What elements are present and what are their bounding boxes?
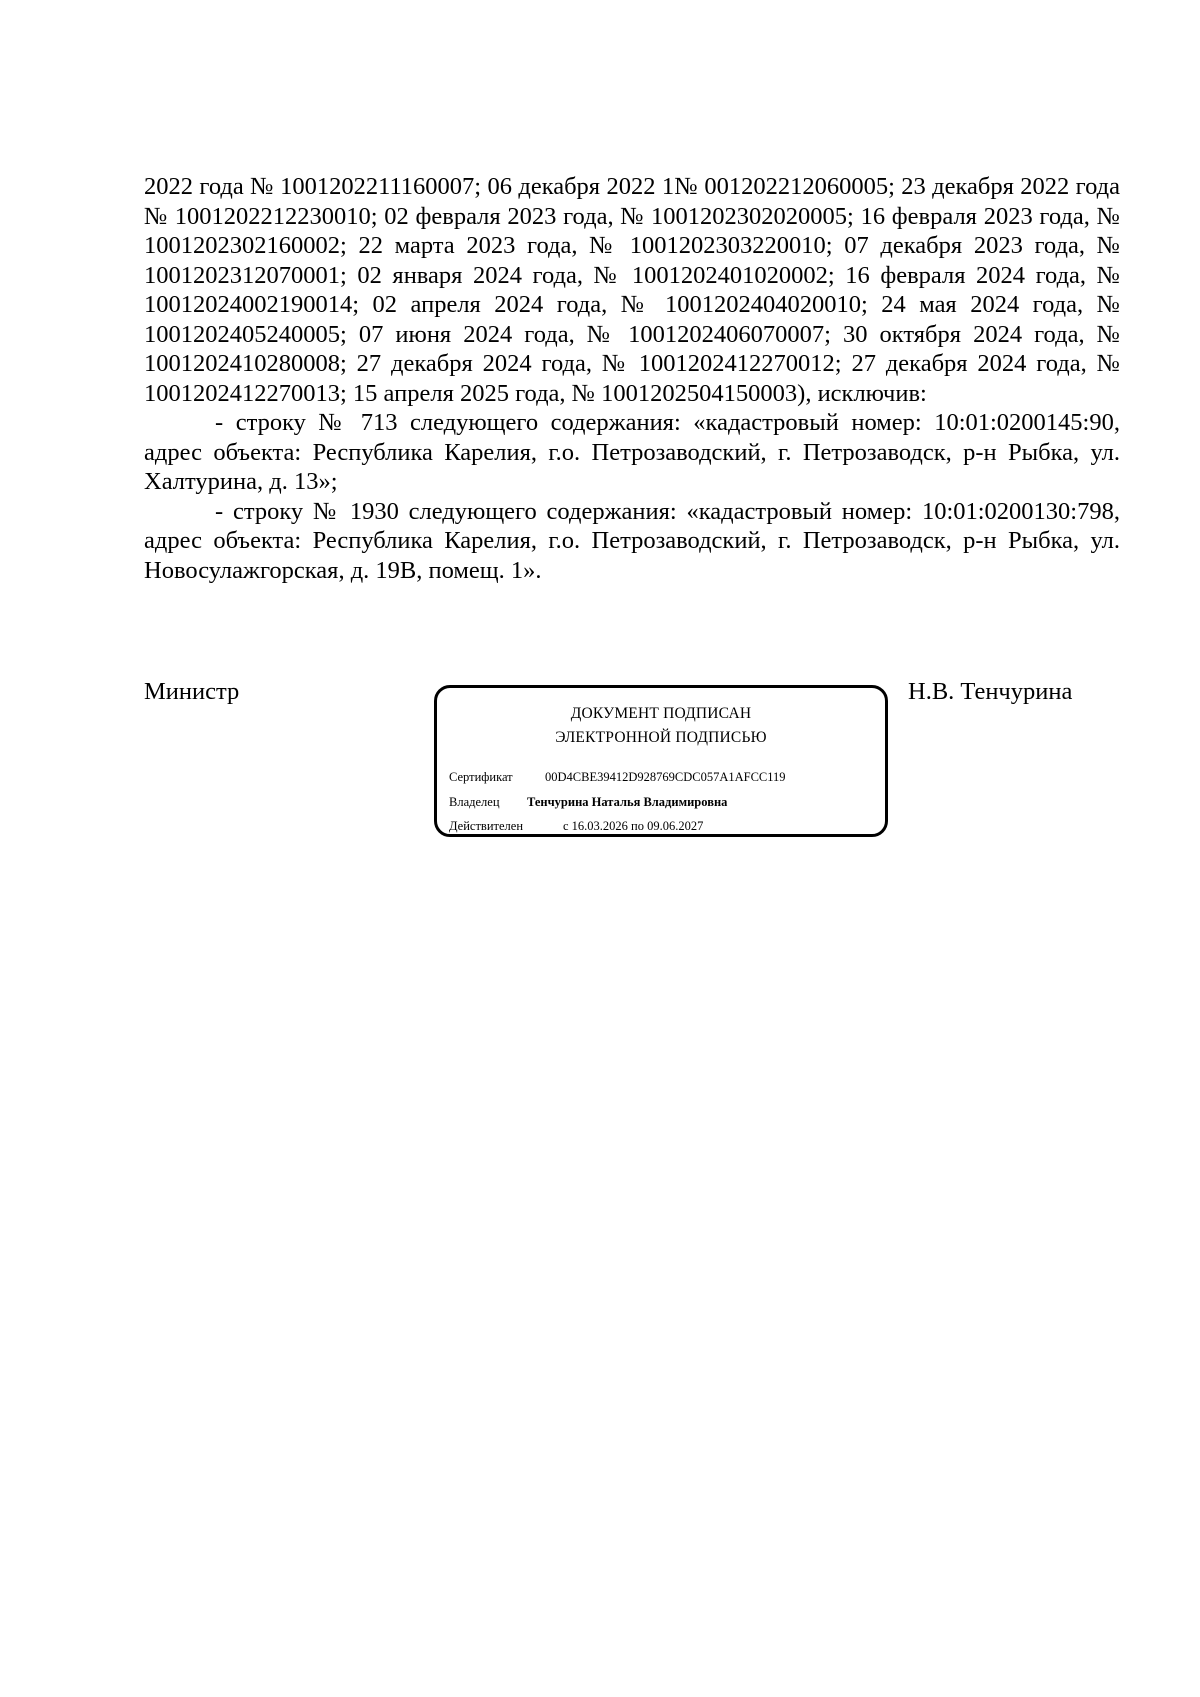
signer-position: Министр [144,678,240,705]
paragraph-list-of-orders: 2022 года № 1001202211160007; 06 декабря 2022 1№ 001202212060005; 23 декабря 2022 года № 1001202212230010; 02 февраля 2023 года, № 1001202302020005; 16 февраля 2023 года, № 1001202302160002; 22 марта 2023 года, № 1001202303220010; 07 декабря 2023 года, № 1001202312070001; 02 января 2024 года, № 1001202401020002; 16 февраля 2024 года, № 10012024002190014; 02 апреля 2024 года, № 1001202404020010; 24 мая 2024 года, № 1001202405240005; 07 июня 2024 года, № 1001202406070007; 30 октября 2024 года, № 1001202410280008; 27 декабря 2024 года, № 1001202412270012; 27 декабря 2024 года, № 1001202412270013; 15 апреля 2025 года, № 1001202504150003), исключив: [144,173,1120,407]
paragraph-exclusion-row-713: - строку № 713 следующего содержания: «кадастровый номер: 10:01:0200145:90, адрес объекта: Республика Карелия, г.о. Петрозаводский, г. Петрозаводск, р-н Рыбка, ул. Халтурина, д. 13»; [144,409,1120,495]
signature-block [144,677,1120,847]
validity-label: Действителен [449,819,524,833]
validity-value: с 16.03.2026 по 09.06.2027 [563,819,704,833]
stamp-validity-row [449,818,703,834]
stamp-title-line-2: ЭЛЕКТРОННОЙ ПОДПИСЬЮ [555,729,767,746]
document-body [144,172,1120,585]
certificate-value: 00D4CBE39412D928769CDC057A1AFCC119 [545,770,786,784]
stamp-title-line-1: ДОКУМЕНТ ПОДПИСАН [570,705,752,722]
owner-value: Тенчурина Наталья Владимировна [527,795,728,809]
stamp-owner-row [449,794,727,810]
electronic-signature-stamp [434,685,888,837]
paragraph-exclusion-row-1930: - строку № 1930 следующего содержания: «кадастровый номер: 10:01:0200130:798, адрес объекта: Республика Карелия, г.о. Петрозаводский, г. Петрозаводск, р-н Рыбка, ул. Новосулажгорская, д. 19В, помещ. 1». [144,497,1120,584]
stamp-certificate-row [449,769,786,785]
owner-label: Владелец [449,795,500,809]
certificate-label: Сертификат [449,770,513,784]
stamp-title [437,702,885,750]
signer-name: Н.В. Тенчурина [908,678,1073,705]
